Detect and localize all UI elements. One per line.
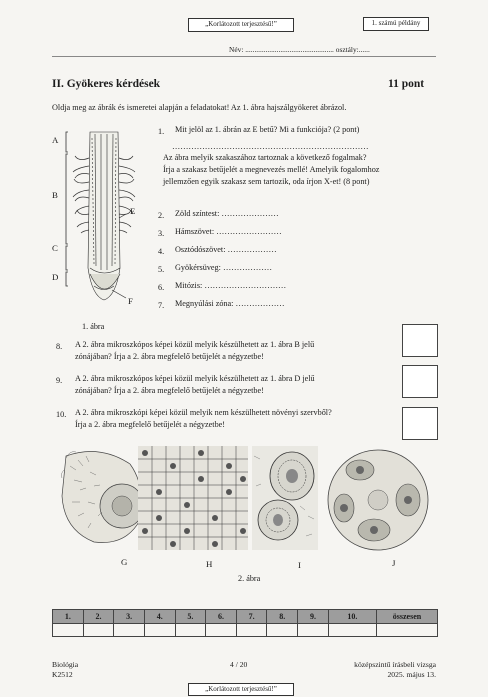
score-cell[interactable]	[206, 624, 237, 637]
q10-answer-box[interactable]	[402, 407, 438, 440]
name-line: Név: ................................................ osztály:......	[229, 45, 370, 54]
score-cell[interactable]	[175, 624, 206, 637]
score-header-row	[53, 610, 438, 624]
score-cell[interactable]	[267, 624, 298, 637]
q1-text: Mit jelöl az 1. ábrán az E betű? Mi a funkciója? (2 pont)	[175, 125, 360, 134]
fig2-caption: 2. ábra	[238, 574, 261, 583]
fig2-label-g: G	[121, 557, 128, 567]
fig1-label-f: F	[128, 296, 133, 306]
footer-restricted-label: „Korlátozott terjesztésű!”	[188, 683, 294, 696]
fig2-label-j: J	[392, 558, 396, 568]
fig2-label-i: I	[298, 560, 301, 570]
section-points: 11 pont	[388, 78, 425, 90]
q9-number: 9.	[56, 376, 63, 385]
score-cell[interactable]	[83, 624, 114, 637]
q9-answer-box[interactable]	[402, 365, 438, 398]
term-meristem[interactable]: Osztódószövet: ………………	[175, 245, 277, 254]
term-number: 2.	[158, 211, 165, 220]
score-col-3: 3.	[114, 610, 145, 624]
q10-line-1: A 2. ábra mikroszkópi képei közül melyik nem készülhetett növényi szervből?	[75, 408, 332, 417]
term-number: 4.	[158, 247, 165, 256]
root-body	[88, 132, 120, 300]
score-col-7: 7.	[236, 610, 267, 624]
q1-number: 1.	[158, 127, 165, 136]
fig1-label-c: C	[52, 243, 58, 253]
q8-number: 8.	[56, 342, 63, 351]
score-col-total: összesen	[377, 610, 438, 624]
term-number: 3.	[158, 229, 165, 238]
score-cell[interactable]	[236, 624, 267, 637]
restricted-label: „Korlátozott terjesztésű!”	[188, 18, 294, 32]
root-diagram	[50, 128, 160, 318]
score-col-6: 6.	[206, 610, 237, 624]
score-col-10: 10.	[328, 610, 376, 624]
footer-subject: Biológia	[52, 660, 79, 669]
fig2-label-h: H	[206, 559, 213, 569]
score-value-row	[53, 624, 438, 637]
score-col-5: 5.	[175, 610, 206, 624]
micrograph-j	[322, 448, 432, 552]
score-cell[interactable]	[298, 624, 329, 637]
micrograph-g	[60, 446, 148, 548]
term-epithelium[interactable]: Hámszövet: ……………………	[175, 227, 282, 236]
zone-brackets	[66, 132, 68, 286]
term-mitosis[interactable]: Mitózis: …………………………	[175, 281, 287, 290]
footer-level: középszintű írásbeli vizsga	[354, 660, 436, 669]
score-table	[52, 609, 438, 637]
score-cell-total[interactable]	[377, 624, 438, 637]
micrograph-h	[138, 446, 248, 550]
score-col-4: 4.	[144, 610, 175, 624]
fig1-label-e: E	[130, 206, 136, 216]
header-rule	[52, 56, 436, 57]
footer-date: 2025. május 13.	[387, 670, 436, 679]
fig1-label-d: D	[52, 272, 59, 282]
term-root-cap[interactable]: Gyökérsüveg: ………………	[175, 263, 273, 272]
score-cell[interactable]	[53, 624, 84, 637]
term-number: 6.	[158, 283, 165, 292]
score-cell[interactable]	[328, 624, 376, 637]
term-number: 7.	[158, 301, 165, 310]
micrograph-i	[252, 446, 318, 550]
fig1-label-a: A	[52, 135, 59, 145]
score-cell[interactable]	[144, 624, 175, 637]
footer-page: 4 / 20	[230, 660, 248, 669]
score-col-9: 9.	[298, 610, 329, 624]
score-cell[interactable]	[114, 624, 145, 637]
score-col-8: 8.	[267, 610, 298, 624]
fig1-label-b: B	[52, 190, 58, 200]
term-number: 5.	[158, 265, 165, 274]
q9-line-2: zónájában? Írja a 2. ábra megfelelő betűjelét a négyzetbe!	[75, 386, 264, 395]
footer-code: K2512	[52, 670, 73, 679]
q9-line-1: A 2. ábra mikroszkópos képei közül melyik készülhetett az 1. ábra D jelű	[75, 374, 315, 383]
section-instruction: Oldja meg az ábrák és ismeretei alapján a feladatokat! Az 1. ábra hajszálgyökeret ábrázol.	[52, 103, 347, 112]
q1-intro-line-2: Írja a szakasz betűjelét a megnevezés mellé! Amelyik fogalomhoz	[163, 165, 380, 174]
q8-line-2: zónájában? Írja a 2. ábra megfelelő betűjelét a négyzetbe!	[75, 352, 264, 361]
term-elongation-zone[interactable]: Megnyúlási zóna: ………………	[175, 299, 285, 308]
q1-answer-line[interactable]: ………………………………………………………………	[172, 142, 369, 151]
fig1-caption: 1. ábra	[82, 322, 105, 331]
q10-line-2: Írja a 2. ábra megfelelő betűjelét a négyzetbe!	[75, 420, 226, 429]
copy-label: 1. számú példány	[363, 17, 429, 31]
score-col-1: 1.	[53, 610, 84, 624]
term-chloroplast[interactable]: Zöld színtest: …………………	[175, 209, 279, 218]
q8-line-1: A 2. ábra mikroszkópos képei közül melyik készülhetett az 1. ábra B jelű	[75, 340, 315, 349]
q1-intro-line-3: jellemzően egyik szakasz sem tartozik, oda írjon X-et! (8 pont)	[163, 177, 370, 186]
score-col-2: 2.	[83, 610, 114, 624]
section-title: II. Gyökeres kérdések	[52, 78, 161, 90]
q8-answer-box[interactable]	[402, 324, 438, 357]
q1-intro-line-1: Az ábra melyik szakaszához tartoznak a következő fogalmak?	[163, 153, 367, 162]
q10-number: 10.	[56, 410, 67, 419]
